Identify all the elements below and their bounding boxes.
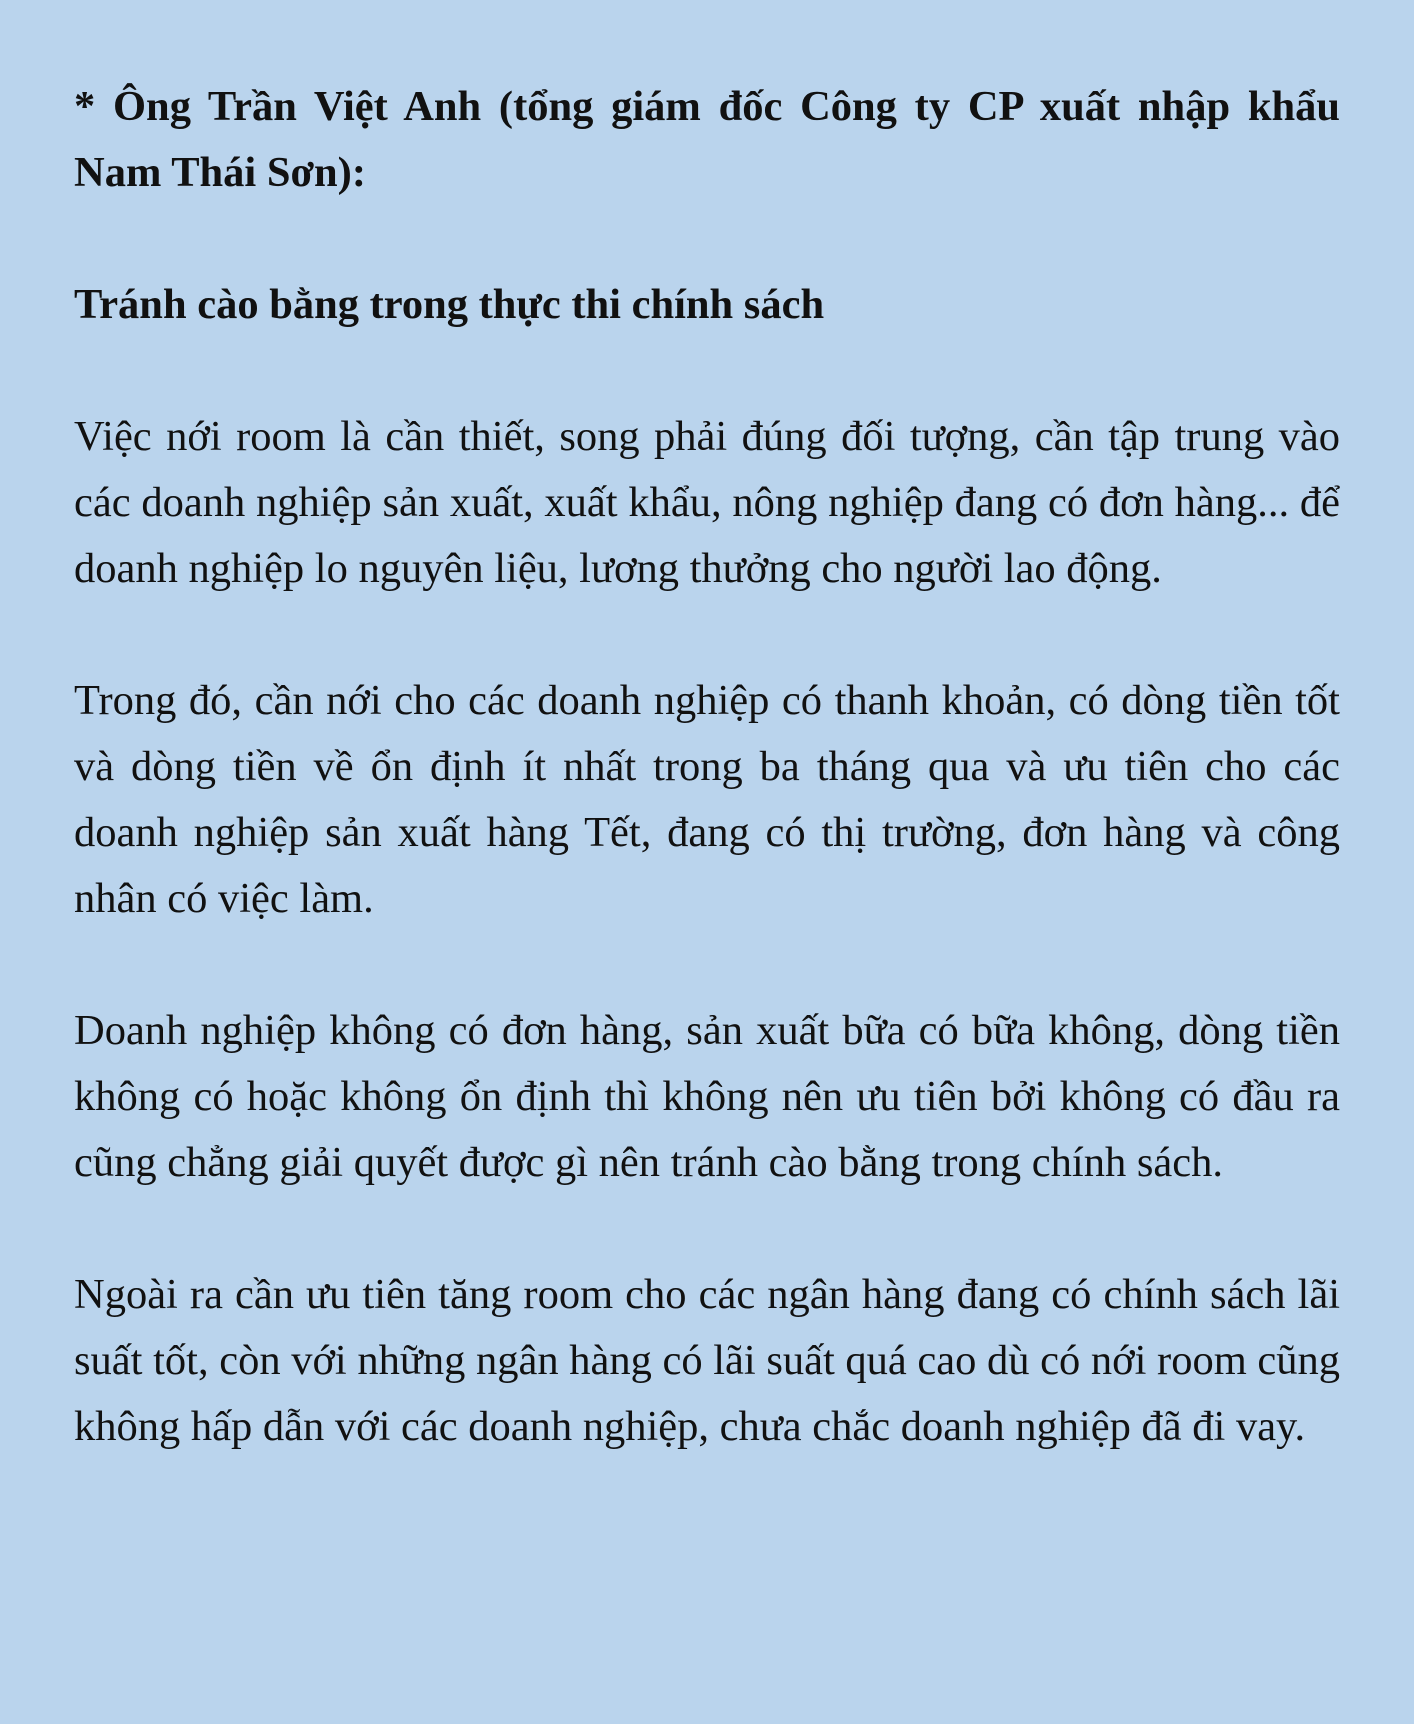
paragraph-2: Trong đó, cần nới cho các doanh nghiệp có thanh khoản, có dòng tiền tốt và dòng tiền về ổn định ít nhất trong ba tháng qua và ưu tiên cho các doanh nghiệp sản xuất hàng Tết, đang có thị trường, đơn hàng và công nhân có việc làm. <box>74 677 1340 922</box>
paragraph-4: Ngoài ra cần ưu tiên tăng room cho các ngân hàng đang có chính sách lãi suất tốt, còn với những ngân hàng có lãi suất quá cao dù có nới room cũng không hấp dẫn với các doanh nghiệp, chưa chắc doanh nghiệp đã đi vay. <box>74 1271 1340 1450</box>
paragraph-1: Việc nới room là cần thiết, song phải đúng đối tượng, cần tập trung vào các doanh nghiệp sản xuất, xuất khẩu, nông nghiệp đang có đơn hàng... để doanh nghiệp lo nguyên liệu, lương thưởng cho người lao động. <box>74 413 1340 592</box>
paragraph-3: Doanh nghiệp không có đơn hàng, sản xuất bữa có bữa không, dòng tiền không có hoặc không ổn định thì không nên ưu tiên bởi không có đầu ra cũng chẳng giải quyết được gì nên tránh cào bằng trong chính sách. <box>74 1007 1340 1186</box>
section-heading: Tránh cào bằng trong thực thi chính sách <box>74 281 825 328</box>
speaker-line: * Ông Trần Việt Anh (tổng giám đốc Công ty CP xuất nhập khẩu Nam Thái Sơn): <box>74 83 1340 196</box>
